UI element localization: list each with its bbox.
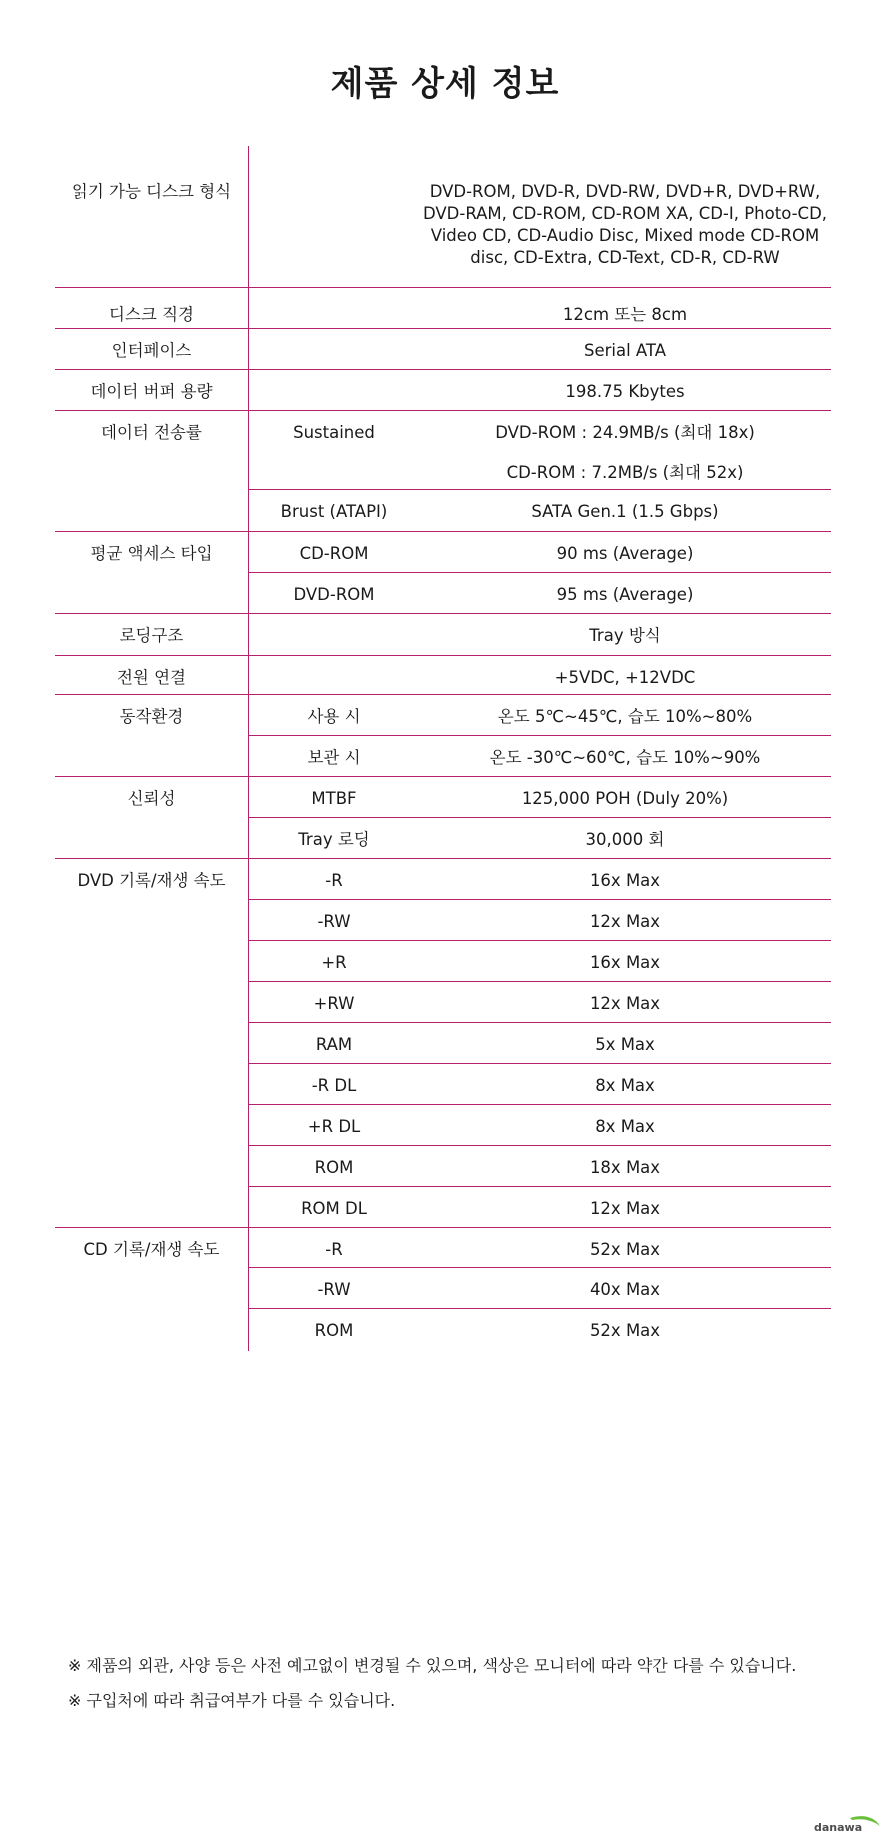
spec-value-cell [419, 146, 831, 287]
spec-value: CD-ROM : 7.2MB/s (최대 52x) [506, 463, 744, 482]
spec-value-cell [419, 735, 831, 776]
spec-value-line: DVD-ROM, DVD-R, DVD-RW, DVD+R, DVD+RW, [429, 182, 821, 201]
spec-table [55, 146, 831, 1351]
spec-sub-label: +R DL [307, 1116, 361, 1136]
spec-sub-label [249, 146, 419, 181]
spec-sub-cell [249, 410, 420, 451]
spec-value: SATA Gen.1 (1.5 Gbps) [531, 501, 719, 521]
spec-sub-label: Brust (ATAPI) [280, 501, 388, 521]
spec-sub-cell [249, 613, 420, 655]
spec-value-cell [419, 817, 831, 858]
spec-sub-label: -R [325, 1239, 343, 1259]
spec-value-line: disc, CD-Extra, CD-Text, CD-R, CD-RW [470, 248, 780, 267]
spec-sub-label: DVD-ROM [293, 584, 375, 604]
spec-label: 동작환경 [119, 706, 184, 726]
spec-value-line: DVD-RAM, CD-ROM, CD-ROM XA, CD-I, Photo-CD, [422, 204, 828, 223]
spec-value: 온도 -30℃~60℃, 습도 10%~90% [489, 747, 761, 767]
note-item: ※ 제품의 외관, 사양 등은 사전 예고없이 변경될 수 있으며, 색상은 모니터에 따라 약간 다를 수 있습니다. [68, 1656, 797, 1675]
spec-label: 디스크 직경 [109, 304, 194, 324]
spec-sub-label: CD-ROM [299, 543, 369, 563]
spec-value-cell [419, 531, 831, 572]
spec-value: 12x Max [589, 993, 661, 1013]
spec-value: 125,000 POH (Duly 20%) [521, 788, 729, 808]
spec-sub-cell [249, 940, 420, 981]
spec-label: 데이터 버퍼 용량 [90, 381, 213, 401]
spec-sub-cell [249, 451, 420, 489]
spec-value: 8x Max [595, 1075, 655, 1095]
spec-sub-cell [249, 1308, 420, 1351]
spec-sub-label: -RW [317, 911, 351, 931]
spec-label-cell [55, 613, 249, 655]
spec-sub-label [249, 451, 419, 463]
spec-label: 로딩구조 [119, 625, 184, 645]
spec-value: 95 ms (Average) [556, 584, 694, 604]
spec-value-cell [419, 1186, 831, 1227]
spec-label: 읽기 가능 디스크 형식 [71, 182, 232, 201]
spec-value: 16x Max [589, 870, 661, 890]
spec-row [55, 410, 831, 451]
spec-sub-cell [249, 1063, 420, 1104]
spec-sub-label [249, 370, 419, 382]
spec-value-cell [419, 1145, 831, 1186]
spec-value: 30,000 회 [585, 829, 665, 849]
spec-value: 52x Max [589, 1320, 661, 1340]
spec-value: Tray 방식 [589, 625, 661, 645]
spec-value-cell [419, 369, 831, 410]
spec-label-cell [55, 858, 249, 1227]
spec-sub-label [249, 614, 419, 626]
spec-value-cell [419, 981, 831, 1022]
spec-row [55, 328, 831, 369]
spec-value-cell [419, 451, 831, 489]
danawa-logo [812, 1812, 882, 1834]
spec-row [55, 655, 831, 694]
spec-label-cell [55, 1227, 249, 1351]
spec-value: DVD-ROM : 24.9MB/s (최대 18x) [495, 422, 755, 442]
spec-sub-cell [249, 531, 420, 572]
spec-value-cell [419, 328, 831, 369]
spec-value: 18x Max [589, 1157, 661, 1177]
spec-sub-cell [249, 899, 420, 940]
spec-sub-label [249, 288, 419, 305]
spec-sub-label: Sustained [293, 422, 375, 442]
spec-sub-label: -R DL [311, 1075, 357, 1095]
spec-value: 12x Max [589, 911, 661, 931]
spec-value: 90 ms (Average) [556, 543, 694, 563]
spec-value-cell [419, 899, 831, 940]
spec-sub-cell [249, 858, 420, 899]
spec-sub-label [249, 656, 419, 668]
spec-label-cell [55, 287, 249, 328]
spec-row [55, 694, 831, 735]
spec-sub-label: ROM [314, 1320, 354, 1340]
spec-label-cell [55, 655, 249, 694]
spec-value: 198.75 Kbytes [565, 381, 685, 401]
spec-sub-cell [249, 572, 420, 613]
spec-sub-label: -RW [317, 1279, 351, 1299]
spec-label: 신뢰성 [127, 788, 176, 808]
spec-label: 데이터 전송률 [101, 422, 202, 442]
spec-value-cell [419, 572, 831, 613]
spec-sub-label: ROM [314, 1157, 354, 1177]
spec-sub-cell [249, 146, 420, 287]
spec-value-cell [419, 776, 831, 817]
spec-value: 12x Max [589, 1198, 661, 1218]
spec-label-cell [55, 410, 249, 531]
spec-value-cell [419, 858, 831, 899]
spec-row [55, 531, 831, 572]
spec-label-cell [55, 531, 249, 613]
spec-value: 12cm 또는 8cm [562, 304, 688, 324]
spec-value: 52x Max [589, 1239, 661, 1259]
spec-sub-cell [249, 1104, 420, 1145]
spec-value-cell [419, 694, 831, 735]
spec-value: 5x Max [595, 1034, 655, 1054]
spec-sub-cell [249, 1145, 420, 1186]
notes [68, 1648, 868, 1718]
spec-row [55, 369, 831, 410]
spec-value-cell [419, 1227, 831, 1267]
spec-sub-cell [249, 655, 420, 694]
spec-value-cell [419, 1267, 831, 1308]
spec-row [55, 858, 831, 899]
spec-sub-cell [249, 776, 420, 817]
spec-sub-cell [249, 817, 420, 858]
spec-value-cell [419, 1104, 831, 1145]
spec-label: CD 기록/재생 속도 [83, 1239, 220, 1259]
spec-row [55, 1227, 831, 1267]
spec-value-cell [419, 287, 831, 328]
spec-value-cell [419, 410, 831, 451]
spec-sub-label [249, 329, 419, 341]
spec-sub-label: +R [321, 952, 347, 972]
spec-sub-label: +RW [313, 993, 355, 1013]
spec-sub-cell [249, 287, 420, 328]
spec-sub-cell [249, 328, 420, 369]
spec-value-cell [419, 940, 831, 981]
spec-value-cell [419, 1063, 831, 1104]
spec-row [55, 287, 831, 328]
spec-sub-cell [249, 1022, 420, 1063]
spec-value: 16x Max [589, 952, 661, 972]
spec-sub-cell [249, 369, 420, 410]
spec-sub-cell [249, 735, 420, 776]
spec-value-cell [419, 1022, 831, 1063]
spec-label-cell [55, 328, 249, 369]
spec-sub-cell [249, 1227, 420, 1267]
note-item: ※ 구입처에 따라 취급여부가 다를 수 있습니다. [68, 1691, 396, 1710]
spec-label: DVD 기록/재생 속도 [77, 870, 226, 890]
spec-value-line: Video CD, CD-Audio Disc, Mixed mode CD-ROM [430, 226, 820, 245]
spec-label-cell [55, 369, 249, 410]
spec-sub-cell [249, 1186, 420, 1227]
spec-sub-cell [249, 1267, 420, 1308]
spec-value-cell [419, 613, 831, 655]
spec-value: 온도 5℃~45℃, 습도 10%~80% [497, 706, 753, 726]
spec-sub-label: RAM [315, 1034, 353, 1054]
spec-label-cell [55, 146, 249, 287]
spec-row [55, 146, 831, 287]
spec-label-cell [55, 776, 249, 858]
spec-value-cell [419, 655, 831, 694]
spec-sub-label: ROM DL [301, 1198, 367, 1218]
spec-label: 인터페이스 [111, 340, 192, 360]
spec-value: +5VDC, +12VDC [554, 667, 696, 687]
spec-value: 8x Max [595, 1116, 655, 1136]
spec-sub-cell [249, 981, 420, 1022]
spec-row [55, 776, 831, 817]
spec-sub-cell [249, 694, 420, 735]
spec-value-cell [419, 1308, 831, 1351]
spec-sub-label: -R [325, 870, 343, 890]
spec-value: 40x Max [589, 1279, 661, 1299]
spec-sub-label: MTBF [311, 788, 357, 808]
page-title: 제품 상세 정보 [330, 64, 560, 104]
spec-value: Serial ATA [583, 340, 667, 360]
spec-sub-label: 보관 시 [307, 747, 361, 767]
spec-label: 평균 액세스 타입 [90, 543, 213, 563]
spec-label: 전원 연결 [116, 667, 186, 687]
spec-value-cell [419, 489, 831, 531]
spec-label-cell [55, 694, 249, 776]
spec-row [55, 613, 831, 655]
spec-sub-label: 사용 시 [307, 706, 361, 726]
spec-sub-label: Tray 로딩 [298, 829, 370, 849]
logo-text: danawa [814, 1821, 863, 1834]
spec-sub-cell [249, 489, 420, 531]
